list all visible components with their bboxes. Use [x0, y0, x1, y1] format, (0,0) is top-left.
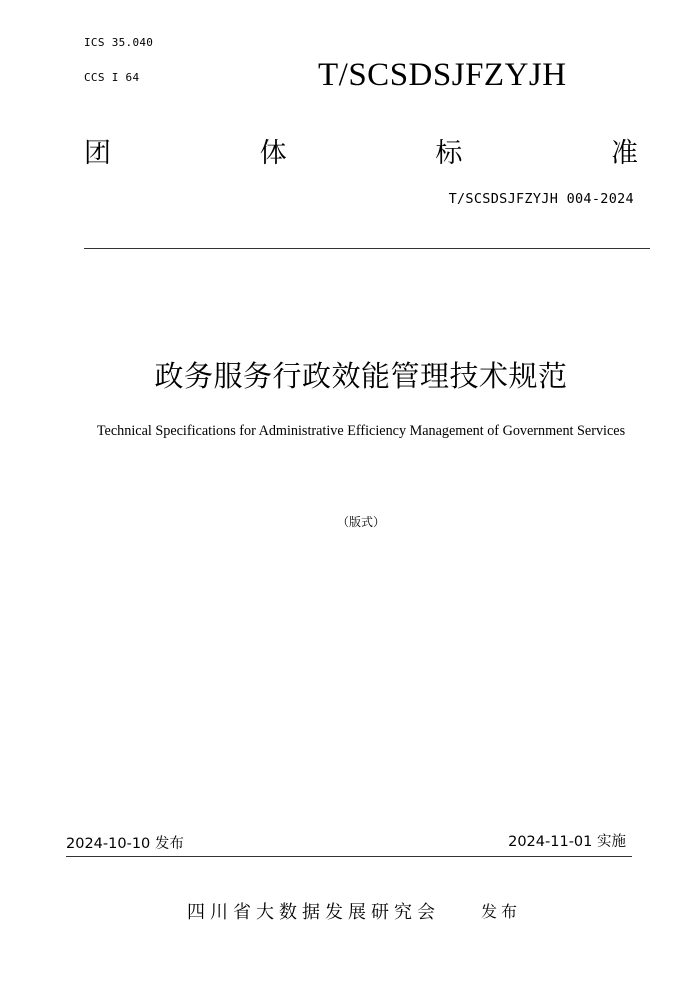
implementation-date: 2024-11-01 实施: [508, 834, 626, 850]
bottom-divider: [66, 856, 632, 857]
issue-date: 2024-10-10 发布: [66, 836, 184, 852]
edition-label: （版式）: [336, 515, 385, 529]
publish-label: 发布: [481, 902, 522, 921]
standard-type-char: 团: [84, 138, 111, 169]
standard-type-char: 准: [610, 138, 638, 169]
ccs-code: CCS I 64: [84, 71, 140, 84]
organization-standard-code: T/SCSDSJFZYJH: [318, 57, 567, 93]
ics-code: ICS 35.040: [84, 36, 154, 49]
publisher-name: 四川省大数据发展研究会: [187, 902, 440, 923]
top-divider: [84, 248, 650, 249]
standard-type-char: 标: [435, 138, 463, 169]
chinese-title: 政务服务行政效能管理技术规范: [154, 359, 568, 393]
standard-number: T/SCSDSJFZYJH 004-2024: [448, 191, 634, 207]
standard-type-char: 体: [259, 138, 287, 169]
standard-type-heading: [84, 136, 638, 172]
english-title: Technical Specifications for Administrative Efficiency Management of Government Services: [96, 423, 626, 439]
